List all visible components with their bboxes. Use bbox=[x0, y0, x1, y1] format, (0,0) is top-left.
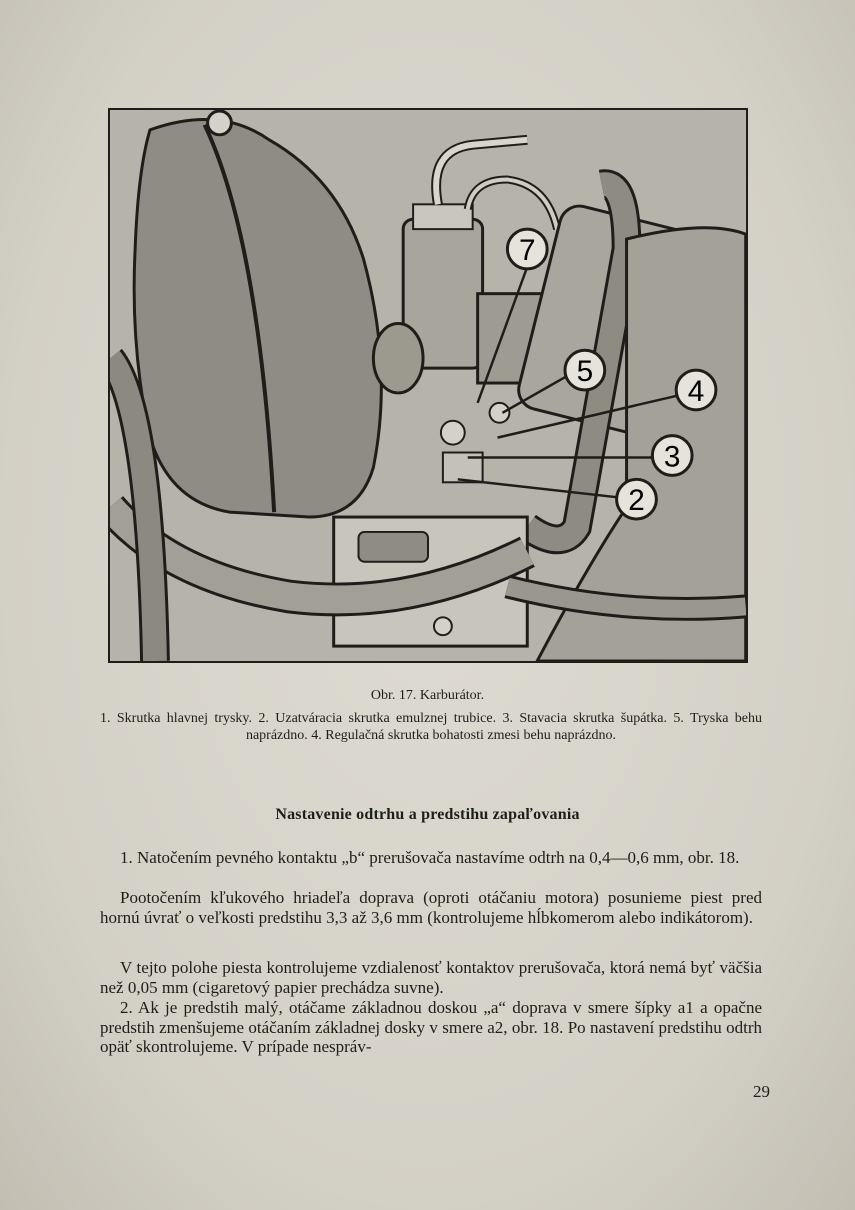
section-heading: Nastavenie odtrhu a predstihu zapaľovania bbox=[275, 806, 580, 823]
callout-5 bbox=[565, 350, 605, 390]
svg-text:3: 3 bbox=[663, 440, 681, 474]
paragraph: Pootočením kľukového hriadeľa doprava (oproti otáčaniu motora) posunieme piest pred hornú úvrať o veľkosti predstihu 3,3 až 3,6 mm (kontrolujeme hĺbkomerom alebo indikátorom). bbox=[100, 888, 762, 927]
figure-caption-title: Obr. 17. Karburátor. bbox=[370, 688, 485, 703]
callout-7 bbox=[507, 229, 547, 269]
paragraph: 1. Natočením pevného kontaktu „b“ prerušovača nastavíme odtrh na 0,4—0,6 mm, obr. 18. bbox=[120, 848, 740, 867]
callout-4 bbox=[676, 370, 716, 410]
paragraph: 2. Ak je predstih malý, otáčame základnou doskou „a“ doprava v smere šípky a1 a opačne predstih zmenšujeme otáčaním základnej dosky v smere a2, obr. 18. Po nastavení predstihu odtrh opäť skontrolujeme. V prípade nespráv- bbox=[100, 998, 762, 1056]
svg-text:2: 2 bbox=[628, 484, 645, 518]
callout-2 bbox=[617, 479, 657, 519]
page-number: 29 bbox=[753, 1082, 770, 1101]
paragraph: V tejto polohe piesta kontrolujeme vzdialenosť kontaktov prerušovača, ktorá nemá byť väčšia než 0,05 mm (cigaretový papier prechádza suvne). bbox=[100, 958, 762, 997]
callout-3 bbox=[652, 436, 692, 476]
svg-text:7: 7 bbox=[518, 233, 536, 267]
svg-text:4: 4 bbox=[687, 374, 705, 408]
figure-caption-legend: 1. Skrutka hlavnej trysky. 2. Uzatváracia skrutka emulznej trubice. 3. Stavacia skrutka šupátka. 5. Tryska behu naprázdno. 4. Regulačná skrutka bohatosti zmesi behu naprázdno. bbox=[100, 711, 762, 743]
carburetor-illustration bbox=[108, 108, 748, 663]
svg-text:5: 5 bbox=[576, 355, 594, 389]
